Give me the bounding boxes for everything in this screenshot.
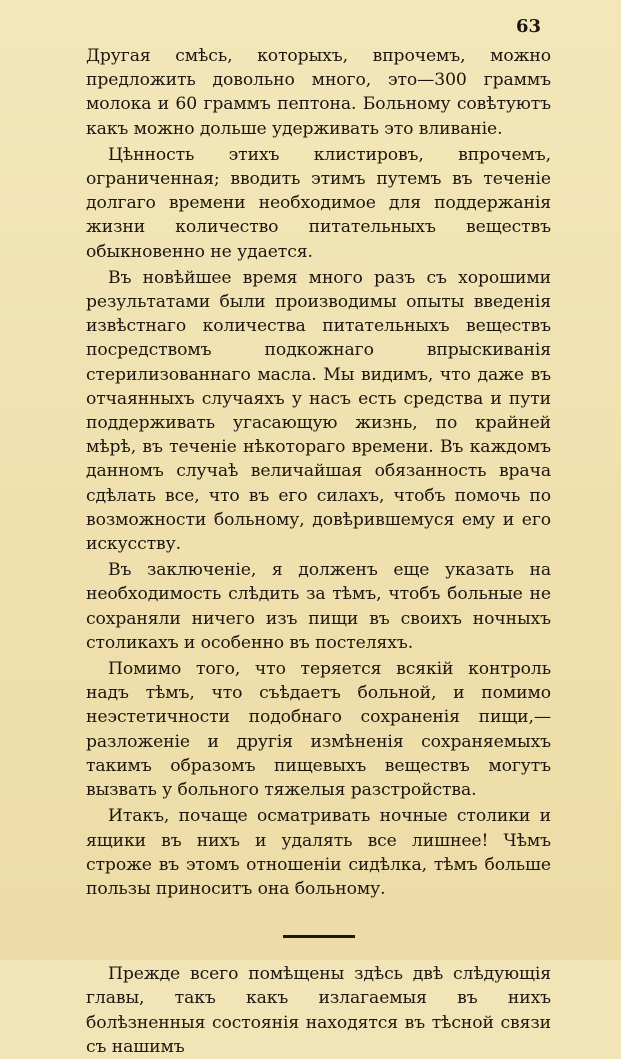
section-separator xyxy=(283,935,355,938)
paragraph-5: Помимо того, что теряется всякій контроль надъ тѣмъ, что съѣдаетъ больной, и помимо неэстетичности подобнаго сохраненія пищи,—разложеніе и другія измѣненія сохраняемыхъ такимъ образомъ пищевыхъ веществъ могутъ вызвать у больного тяжелыя разстройства. xyxy=(86,659,551,801)
paragraph-1: Другая смѣсь, которыхъ, впрочемъ, можно предложить довольно много, это—300 граммъ молока и 60 граммъ пептона. Больному совѣтуютъ какъ можно дольше удерживать это вливаніе. xyxy=(86,46,551,139)
paragraph-3: Въ новѣйшее время много разъ съ хорошими результатами были производимы опыты введенія извѣстнаго количества питательныхъ веществъ посредствомъ подкожнаго впрыскиванія стерилизованнаго масла. Мы видимъ, что даже въ отчаянныхъ случаяхъ у насъ есть средства и пути поддерживать угасающую жизнь, по крайней мѣрѣ, въ теченіе нѣкотораго времени. Въ каждомъ данномъ случаѣ величайшая обязанность врача сдѣлать все, что въ его силахъ, чтобъ помочь по возможности больному, довѣрившемуся ему и его искусству. xyxy=(86,267,551,555)
main-text xyxy=(86,44,551,901)
next-section-text xyxy=(86,962,551,1059)
page-number: 63 xyxy=(515,16,541,37)
paragraph-4: Въ заключеніе, я долженъ еще указать на необходимость слѣдить за тѣмъ, чтобъ больные не сохраняли ничего изъ пищи въ своихъ ночныхъ столикахъ и особенно въ постеляхъ. xyxy=(86,560,551,653)
paragraph-7: Прежде всего помѣщены здѣсь двѣ слѣдующія главы, такъ какъ излагаемыя въ нихъ болѣзненныя состоянія находятся въ тѣсной связи съ нашимъ xyxy=(86,964,551,1057)
paragraph-6: Итакъ, почаще осматривать ночные столики и ящики въ нихъ и удалять все лишнее! Чѣмъ строже въ этомъ отношеніи сидѣлка, тѣмъ больше пользы приноситъ она больному. xyxy=(86,806,551,899)
paragraph-2: Цѣнность этихъ клистировъ, впрочемъ, ограниченная; вводить этимъ путемъ въ теченіе долгаго времени необходимое для поддержанія жизни количество питательныхъ веществъ обыкновенно не удается. xyxy=(86,144,551,262)
